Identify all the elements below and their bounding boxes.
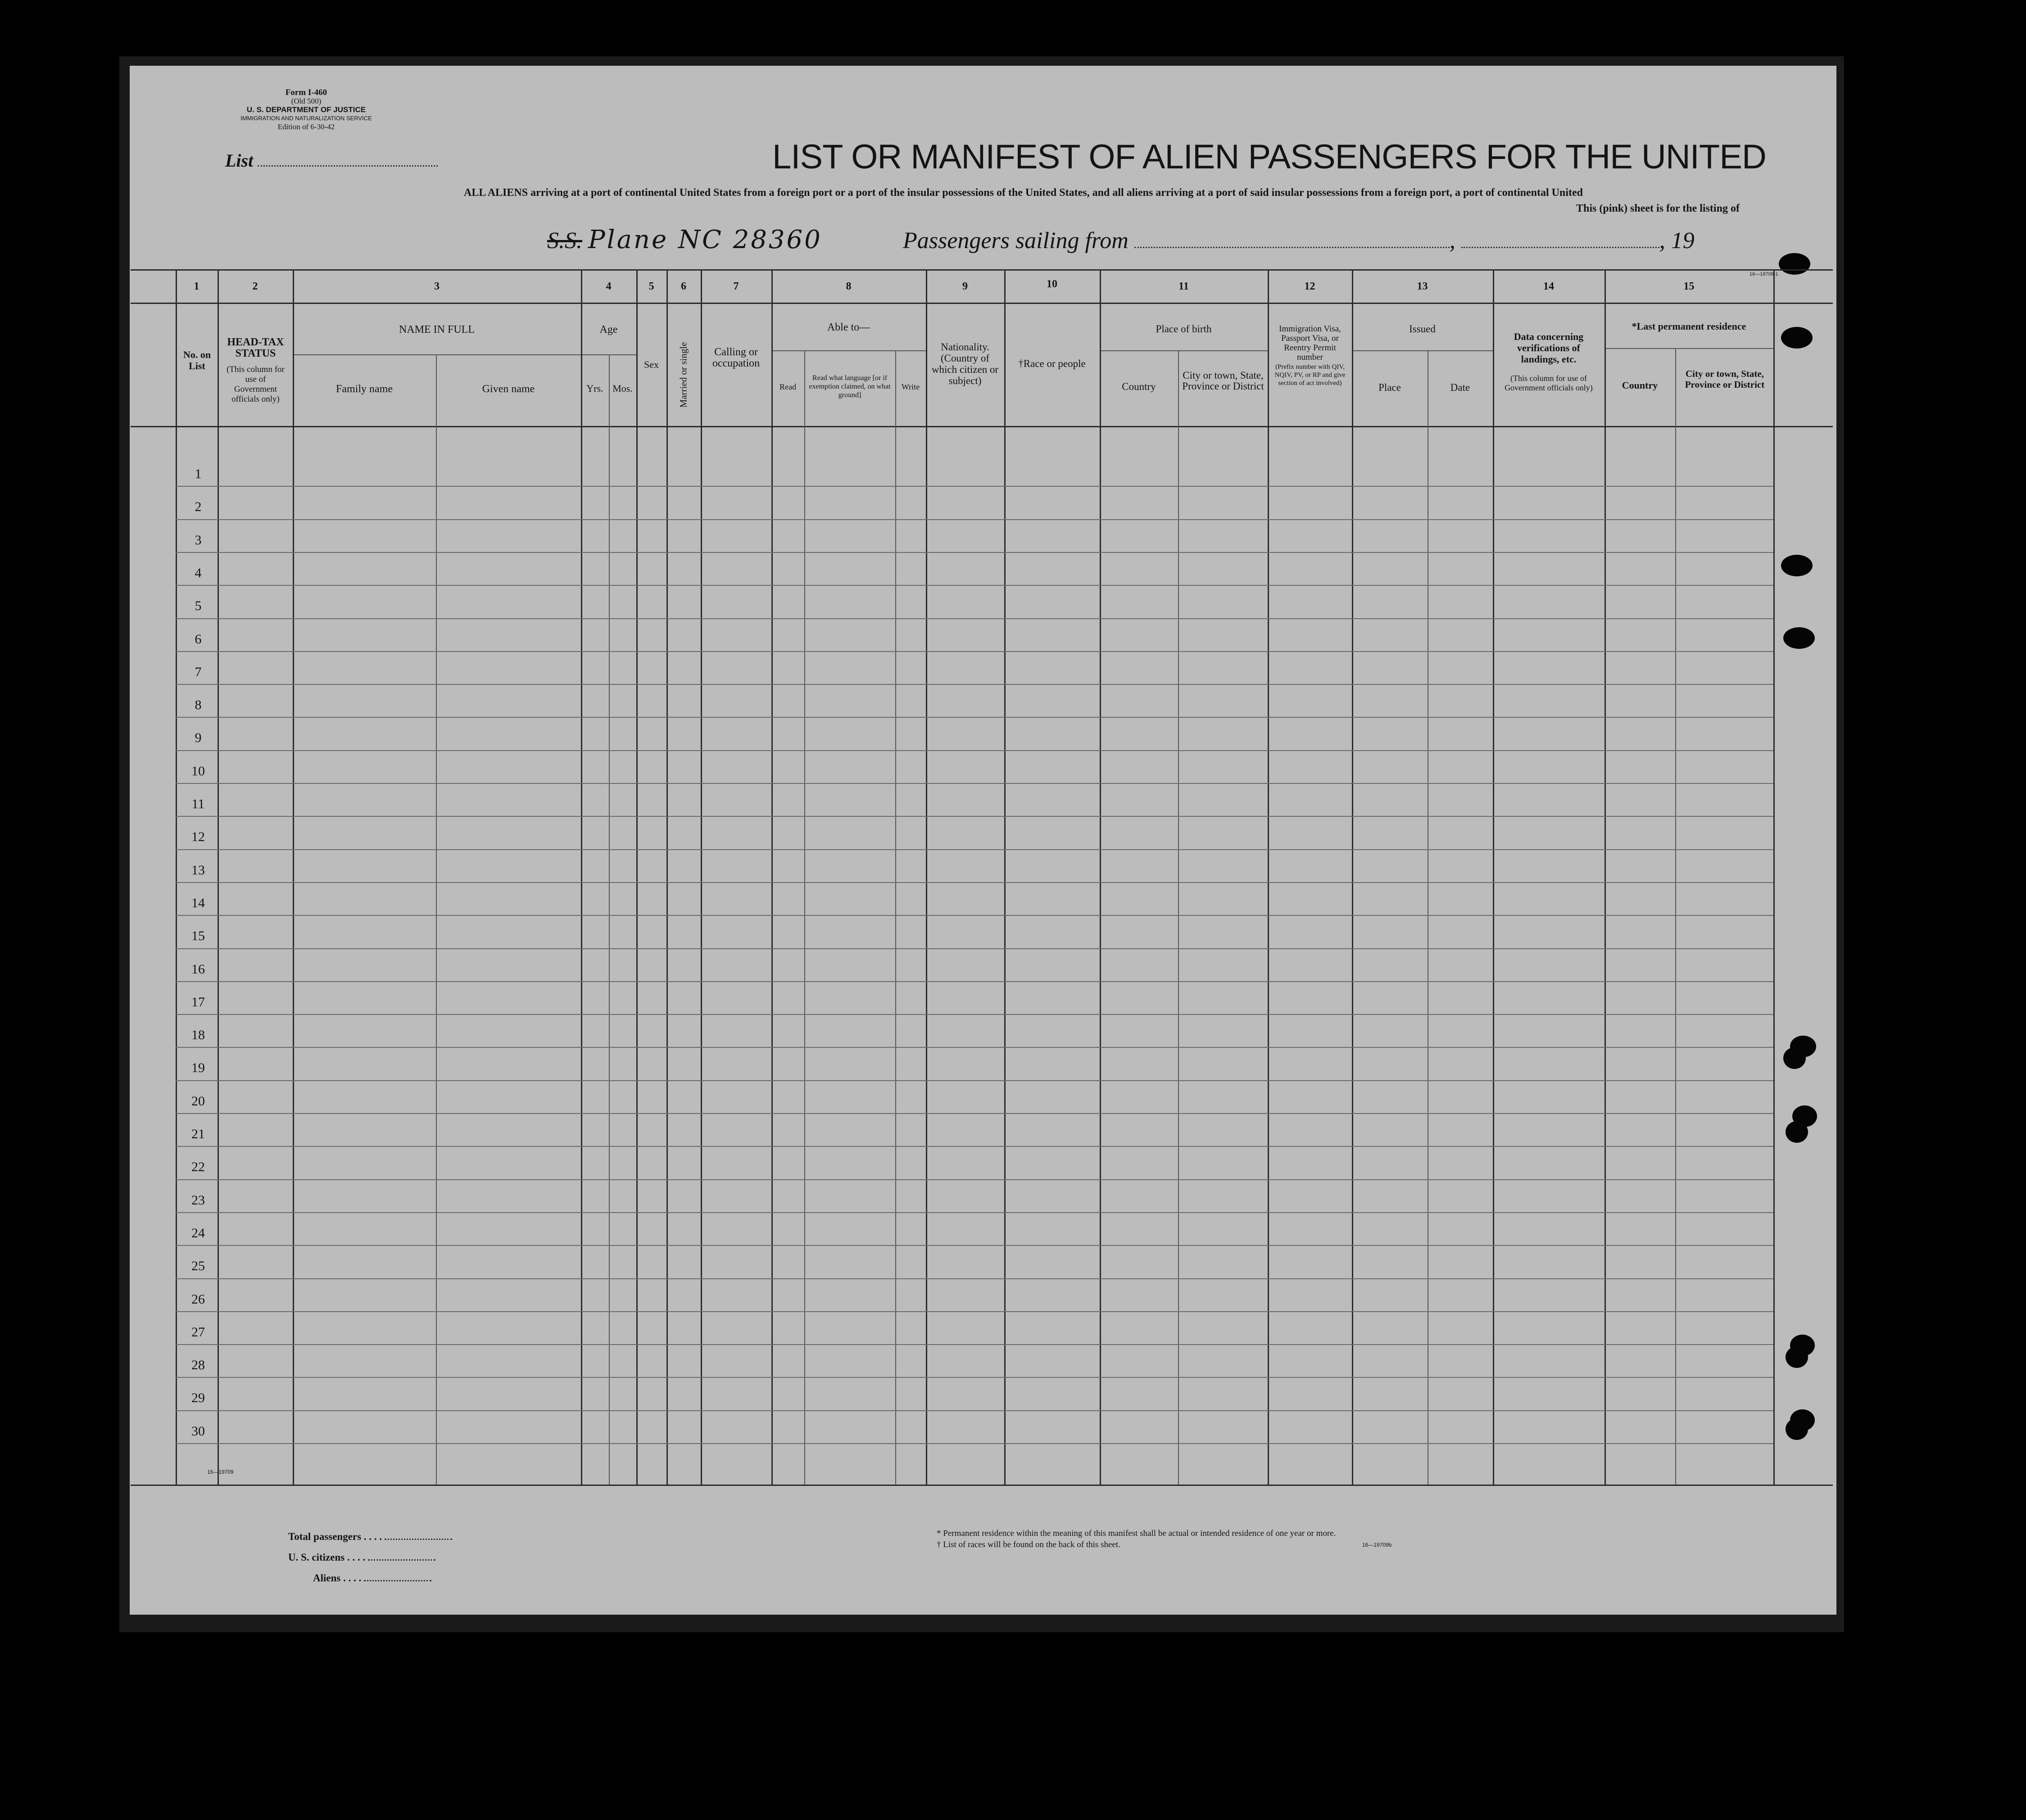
row-number: 3 <box>195 532 202 548</box>
row-number: 26 <box>191 1291 205 1307</box>
column-number: 13 <box>1417 281 1428 292</box>
header-calling: Calling or occupation <box>712 346 760 369</box>
instructions-line2: This (pink) sheet is for the listing of <box>1576 203 1740 214</box>
form-id-block <box>216 88 396 131</box>
col-line <box>581 270 582 1485</box>
col-line <box>1675 348 1676 1485</box>
col-line <box>1268 270 1269 1485</box>
header-nationality: Nationality. (Country of which citizen or subject) <box>931 341 999 386</box>
row-line <box>176 1113 1773 1114</box>
header-head-tax-note: (This column for use of Government officials only) <box>227 365 285 404</box>
col-line <box>1004 270 1006 1485</box>
vessel-line <box>547 225 822 254</box>
print-code-top: 16—19709-1 <box>1750 272 1778 277</box>
row-line <box>176 1245 1773 1246</box>
column-number: 11 <box>1178 281 1189 292</box>
column-number: 12 <box>1304 281 1315 292</box>
us-citizens-blank <box>368 1559 435 1561</box>
us-citizens-row <box>288 1547 452 1568</box>
row-number: 16 <box>191 961 205 977</box>
column-number: 15 <box>1683 281 1695 292</box>
col-line <box>895 350 896 1485</box>
row-number: 23 <box>191 1192 205 1208</box>
col-line <box>1773 270 1775 1485</box>
list-label: List <box>225 150 254 171</box>
sailing-from-blank <box>1134 247 1450 248</box>
row-number: 1 <box>195 466 202 481</box>
row-number: 12 <box>191 829 205 845</box>
colnum-rule <box>131 303 1833 304</box>
header-race: †Race or people <box>1018 358 1086 369</box>
header-family-name: Family name <box>336 383 393 395</box>
header-visa: Immigration Visa, Passport Visa, or Reentry Permit number <box>1279 324 1341 362</box>
name-sub-rule <box>293 354 581 355</box>
able-sub-rule <box>771 350 926 351</box>
row-number: 17 <box>191 994 205 1010</box>
row-line <box>176 849 1773 850</box>
table-top-rule <box>131 269 1833 271</box>
column-number: 5 <box>648 281 654 292</box>
header-sex: Sex <box>644 359 659 370</box>
row-number: 4 <box>195 565 202 580</box>
us-citizens-label: U. S. citizens <box>288 1552 345 1563</box>
col-line <box>1178 350 1179 1485</box>
row-line <box>176 816 1773 817</box>
punch-hole <box>1786 1346 1808 1368</box>
print-code-bottom: 16—19709 <box>207 1469 234 1475</box>
form-old-number: (Old 500) <box>291 97 322 105</box>
row-number: 20 <box>191 1093 205 1109</box>
row-line <box>176 1080 1773 1081</box>
col-line <box>771 270 773 1485</box>
leader-dots: . . . . <box>343 1572 362 1584</box>
header-read: Read <box>780 382 796 391</box>
row-line <box>176 552 1773 553</box>
manifest-sheet <box>130 66 1836 1615</box>
aliens-row <box>288 1568 452 1589</box>
row-line <box>176 981 1773 982</box>
column-number: 2 <box>252 281 258 292</box>
row-number: 25 <box>191 1259 205 1274</box>
row-line <box>176 585 1773 586</box>
row-number: 22 <box>191 1159 205 1175</box>
row-line <box>176 1179 1773 1180</box>
row-number: 7 <box>195 664 202 679</box>
header-issued: Issued <box>1409 323 1436 335</box>
row-line <box>176 1278 1773 1279</box>
row-line <box>176 1047 1773 1048</box>
column-number: 6 <box>681 281 686 292</box>
col-line <box>666 270 668 1485</box>
footnote-permanent-residence: * Permanent residence within the meaning of this manifest shall be actual or intended residence of one year or more. <box>937 1529 1336 1538</box>
punch-hole <box>1783 1047 1806 1069</box>
punch-hole <box>1779 253 1810 275</box>
column-number: 9 <box>962 281 968 292</box>
col-line <box>1100 270 1101 1485</box>
row-line <box>176 684 1773 685</box>
row-number: 30 <box>191 1423 205 1439</box>
header-age: Age <box>599 324 618 335</box>
row-line <box>176 519 1773 520</box>
column-number: 10 <box>1047 278 1057 290</box>
row-number: 15 <box>191 928 205 944</box>
row-number: 14 <box>191 895 205 910</box>
column-number: 1 <box>194 281 199 292</box>
column-number: 7 <box>733 281 739 292</box>
header-visa-note: (Prefix number with QIV, NQIV, PV, or RP and give section of act involved) <box>1274 363 1346 387</box>
row-line <box>176 486 1773 487</box>
row-line <box>176 1344 1773 1345</box>
header-birth-city: City or town, State, Province or District <box>1182 370 1264 392</box>
header-data-note: (This column for use of Government officials only) <box>1505 374 1593 392</box>
row-number: 6 <box>195 631 202 647</box>
row-line <box>176 651 1773 652</box>
header-residence-country: Country <box>1622 380 1658 391</box>
aliens-blank <box>364 1580 431 1581</box>
header-write: Write <box>901 382 920 391</box>
page-title: LIST OR MANIFEST OF ALIEN PASSENGERS FOR THE UNITED <box>772 138 1766 176</box>
header-birth-country: Country <box>1122 381 1156 392</box>
row-number: 8 <box>195 697 202 713</box>
row-line <box>176 750 1773 751</box>
col-line <box>1493 270 1494 1485</box>
service-name: IMMIGRATION AND NATURALIZATION SERVICE <box>240 115 372 122</box>
row-number: 29 <box>191 1390 205 1406</box>
year-prefix: 19 <box>1671 228 1695 254</box>
footnote-races: † List of races will be found on the back of this sheet. <box>937 1540 1120 1549</box>
date-blank <box>1461 247 1659 248</box>
column-number: 14 <box>1543 281 1554 292</box>
sailing-field: Passengers sailing from , , 19 <box>903 228 1695 254</box>
header-given-name: Given name <box>482 383 535 395</box>
row-line <box>176 1443 1773 1444</box>
vessel-prefix: S.S. <box>547 228 582 254</box>
punch-hole <box>1786 1121 1808 1143</box>
row-number: 11 <box>191 797 205 811</box>
header-mos: Mos. <box>612 383 633 394</box>
total-passengers-label: Total passengers <box>288 1531 362 1542</box>
edition-date: Edition of 6-30-42 <box>277 122 335 131</box>
header-bottom-rule <box>131 426 1833 427</box>
punch-hole <box>1781 555 1813 576</box>
col-line <box>701 270 702 1485</box>
header-married-or-single: Married or single <box>678 342 689 408</box>
row-number: 24 <box>191 1225 205 1240</box>
row-line <box>176 1410 1773 1411</box>
column-number: 4 <box>606 281 612 292</box>
instructions-line1: ALL ALIENS arriving at a port of continental United States from a foreign port or a port of the insular possessions of the United States, and all aliens arriving at a port of said insular possessions from a foreign port, a port of continental United <box>464 187 1583 199</box>
birth-sub-rule <box>1100 350 1268 351</box>
col-line <box>636 270 638 1485</box>
row-number: 5 <box>195 598 202 614</box>
row-line <box>176 618 1773 619</box>
punch-hole <box>1783 627 1815 649</box>
col-line <box>218 270 219 1485</box>
form-number: Form I-460 <box>285 88 327 97</box>
col-line <box>926 270 927 1485</box>
header-name-in-full: NAME IN FULL <box>399 324 475 335</box>
col-line <box>176 270 177 1485</box>
row-line <box>176 882 1773 883</box>
header-read-language: Read what language [or if exemption claimed, on what ground] <box>809 374 891 399</box>
residence-sub-rule <box>1604 348 1773 349</box>
header-able-to: Able to— <box>827 321 870 333</box>
header-data-concerning: Data concerning verifications of landings, etc. <box>1514 331 1584 365</box>
header-residence-city: City or town, State, Province or District <box>1685 368 1765 390</box>
sailing-label: Passengers sailing from <box>903 228 1129 254</box>
department-name: U. S. DEPARTMENT OF JUSTICE <box>246 105 366 114</box>
header-yrs: Yrs. <box>586 383 603 394</box>
row-number: 2 <box>195 499 202 515</box>
row-line <box>176 915 1773 916</box>
table-bottom-rule <box>131 1485 1833 1486</box>
row-line <box>176 948 1773 949</box>
column-number: 8 <box>846 281 852 292</box>
col-line <box>1604 270 1606 1485</box>
col-line <box>436 354 437 1485</box>
header-head-tax: HEAD-TAX STATUS <box>227 336 284 359</box>
col-line <box>804 350 805 1485</box>
row-line <box>176 783 1773 784</box>
row-number: 19 <box>191 1060 205 1076</box>
row-number: 9 <box>195 730 202 746</box>
header-no-on-list: No. on List <box>183 349 211 371</box>
leader-dots: . . . . <box>363 1531 382 1542</box>
total-passengers-blank <box>385 1539 452 1540</box>
row-number: 13 <box>191 862 205 878</box>
issued-sub-rule <box>1352 350 1493 351</box>
row-line <box>176 1146 1773 1147</box>
list-blank <box>258 165 438 167</box>
row-number: 27 <box>191 1324 205 1340</box>
row-line <box>176 717 1773 718</box>
header-last-residence: *Last permanent residence <box>1632 321 1746 332</box>
footnote-code: 16—19709b <box>1362 1542 1392 1548</box>
row-line <box>176 1377 1773 1378</box>
row-number: 18 <box>191 1028 205 1043</box>
row-number: 21 <box>191 1127 205 1141</box>
punch-hole <box>1781 327 1813 349</box>
aliens-label: Aliens <box>313 1572 341 1584</box>
row-number: 10 <box>191 763 205 779</box>
row-number: 28 <box>191 1358 205 1373</box>
vessel-name-handwritten: Plane NC 28360 <box>588 225 822 254</box>
col-line <box>1352 270 1353 1485</box>
col-line <box>609 354 610 1485</box>
col-line <box>293 270 294 1485</box>
header-issued-place: Place <box>1378 382 1401 393</box>
total-passengers-row <box>288 1526 452 1547</box>
header-place-of-birth: Place of birth <box>1156 323 1212 335</box>
totals-block <box>288 1526 452 1589</box>
column-number: 3 <box>434 281 440 292</box>
leader-dots: . . . . <box>347 1552 366 1563</box>
punch-hole <box>1786 1418 1808 1440</box>
list-field <box>225 150 438 171</box>
row-line <box>176 1014 1773 1015</box>
row-line <box>176 1212 1773 1213</box>
header-issued-date: Date <box>1450 382 1470 393</box>
row-line <box>176 1311 1773 1312</box>
